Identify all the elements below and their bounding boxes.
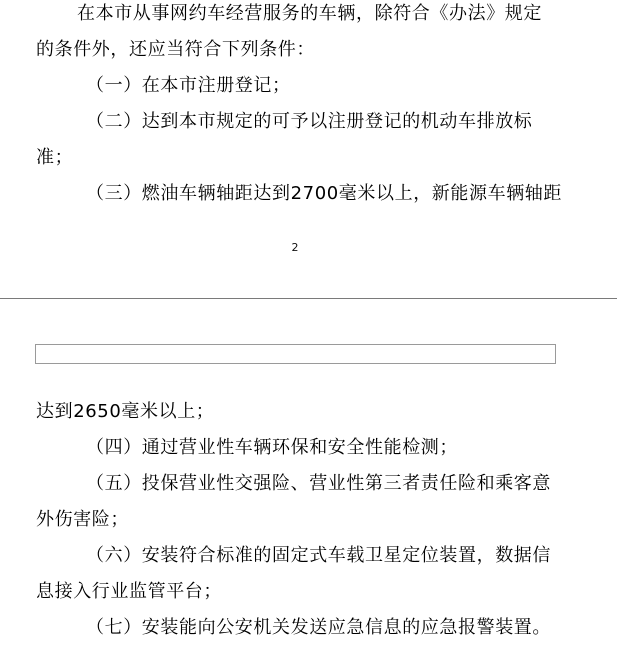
- condition-4-line: （四）通过营业性车辆环保和安全性能检测；: [86, 437, 458, 458]
- condition-3-line-2: 达到2650毫米以上；: [36, 401, 215, 422]
- condition-5-line-1: （五）投保营业性交强险、营业性第三者责任险和乘客意: [86, 473, 551, 494]
- condition-3-line-1: （三）燃油车辆轴距达到2700毫米以上，新能源车辆轴距: [86, 183, 563, 204]
- condition-6-line-2: 息接入行业监管平台；: [36, 581, 222, 602]
- page-number: 2: [291, 241, 299, 254]
- condition-5-line-2: 外伤害险；: [36, 509, 129, 530]
- condition-2-line-2: 准；: [36, 147, 74, 168]
- condition-2-line-1: （二）达到本市规定的可予以注册登记的机动车排放标: [86, 111, 533, 132]
- condition-1-line: （一）在本市注册登记；: [86, 75, 291, 96]
- condition-6-line-1: （六）安装符合标准的固定式车载卫星定位装置，数据信: [86, 545, 551, 566]
- paragraph-intro-line-1: 在本市从事网约车经营服务的车辆，除符合《办法》规定: [77, 3, 542, 24]
- paragraph-intro-line-2: 的条件外，还应当符合下列条件：: [36, 39, 315, 60]
- empty-header-box: [35, 344, 556, 364]
- page-divider: [0, 298, 617, 299]
- condition-7-line: （七）安装能向公安机关发送应急信息的应急报警装置。: [86, 617, 551, 638]
